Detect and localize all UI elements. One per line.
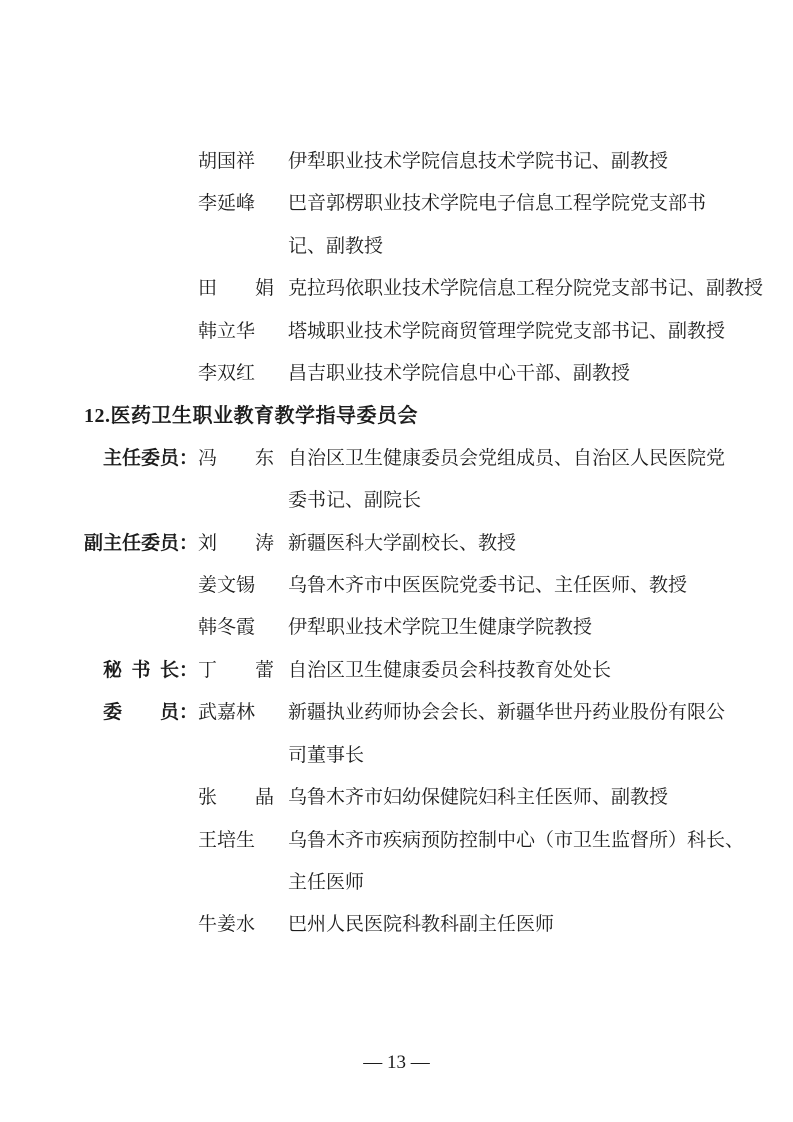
member-position	[288, 268, 763, 310]
member-role-label: 主任委员	[103, 447, 180, 469]
member-row	[0, 438, 793, 523]
member-role-colon: ：	[179, 447, 199, 469]
member-role	[84, 141, 198, 183]
member-position	[288, 438, 725, 523]
member-name: 田娟	[198, 278, 274, 300]
member-role	[84, 183, 198, 225]
position-line: 主任医师	[288, 871, 365, 893]
position-line: 新疆医科大学副校长、教授	[288, 532, 517, 554]
member-position	[288, 311, 725, 353]
member-position	[288, 650, 611, 692]
document-content	[0, 141, 793, 947]
member-row	[0, 311, 793, 353]
member-role	[84, 523, 198, 565]
member-name: 王培生	[198, 829, 256, 851]
member-role	[84, 820, 198, 862]
position-line: 自治区卫生健康委员会党组成员、自治区人民医院党	[288, 447, 726, 469]
member-name: 冯东	[198, 447, 274, 469]
member-row	[0, 353, 793, 395]
position-line: 自治区卫生健康委员会科技教育处处长	[288, 659, 612, 681]
member-name: 李延峰	[198, 193, 256, 215]
member-role-colon: ：	[179, 532, 199, 554]
member-role	[84, 777, 198, 819]
member-role	[84, 650, 198, 692]
member-role	[84, 268, 198, 310]
member-position	[288, 820, 744, 905]
position-line: 乌鲁木齐市疾病预防控制中心（市卫生监督所）科长、	[288, 829, 745, 851]
member-name: 牛姜水	[198, 914, 256, 936]
continuation-member-list	[0, 141, 793, 395]
member-row	[0, 268, 793, 310]
member-position	[288, 904, 554, 946]
member-role-label: 秘书长	[103, 659, 179, 681]
member-role	[84, 607, 198, 649]
member-role	[84, 692, 198, 734]
member-position	[288, 777, 668, 819]
member-role	[84, 904, 198, 946]
position-line: 伊犁职业技术学院信息技术学院书记、副教授	[288, 151, 669, 172]
member-position	[288, 523, 516, 565]
member-name: 丁蕾	[198, 659, 274, 681]
member-name: 韩立华	[198, 320, 256, 342]
position-line: 乌鲁木齐市中医医院党委书记、主任医师、教授	[288, 575, 688, 597]
position-line: 巴音郭楞职业技术学院电子信息工程学院党支部书	[288, 193, 707, 215]
page-number: — 13 —	[363, 1052, 430, 1073]
member-role-label: 委员	[103, 702, 179, 724]
member-row	[0, 523, 793, 565]
member-name: 武嘉林	[198, 702, 256, 724]
member-position	[288, 141, 668, 183]
member-row	[0, 607, 793, 649]
member-role-colon: ：	[179, 659, 199, 681]
member-role	[84, 311, 198, 353]
member-name: 李双红	[198, 363, 256, 385]
position-line: 巴州人民医院科教科副主任医师	[288, 914, 555, 936]
position-line: 委书记、副院长	[288, 490, 422, 512]
member-role-colon: ：	[179, 702, 199, 724]
member-row	[0, 650, 793, 692]
position-line: 伊犁职业技术学院卫生健康学院教授	[288, 617, 593, 639]
position-line: 乌鲁木齐市妇幼保健院妇科主任医师、副教授	[288, 787, 669, 809]
member-name: 张晶	[198, 787, 274, 809]
member-row	[0, 565, 793, 607]
member-row	[0, 692, 793, 777]
member-position	[288, 565, 687, 607]
member-role	[84, 438, 198, 480]
member-name: 姜文锡	[198, 575, 256, 597]
member-name: 韩冬霞	[198, 617, 256, 639]
member-position	[288, 353, 630, 395]
member-row	[0, 904, 793, 946]
member-role	[84, 353, 198, 395]
position-line: 新疆执业药师协会会长、新疆华世丹药业股份有限公	[288, 702, 726, 724]
member-row	[0, 141, 793, 183]
member-row	[0, 820, 793, 905]
position-line: 克拉玛依职业技术学院信息工程分院党支部书记、副教授	[288, 278, 764, 300]
member-name: 胡国祥	[198, 151, 256, 172]
position-line: 塔城职业技术学院商贸管理学院党支部书记、副教授	[288, 320, 726, 342]
position-line: 昌吉职业技术学院信息中心干部、副教授	[288, 363, 631, 385]
member-position	[288, 692, 725, 777]
member-row	[0, 183, 793, 268]
member-name: 刘涛	[198, 532, 274, 554]
position-line: 记、副教授	[288, 235, 384, 257]
position-line: 司董事长	[288, 744, 365, 766]
member-role	[84, 565, 198, 607]
member-role-label: 副主任委员	[84, 532, 180, 554]
section-heading: 12.医药卫生职业教育教学指导委员会	[84, 405, 418, 428]
member-position	[288, 607, 592, 649]
committee-member-list	[0, 438, 793, 947]
member-row	[0, 777, 793, 819]
member-position	[288, 183, 706, 268]
